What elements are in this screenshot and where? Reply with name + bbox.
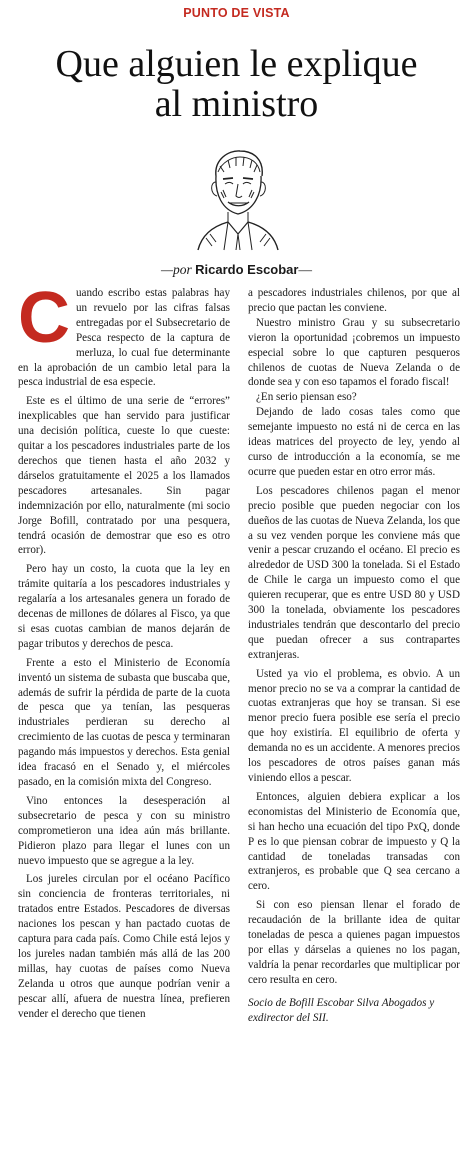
- article-title-line-2: al ministro: [154, 83, 319, 125]
- article-column-left: [18, 278, 230, 1022]
- article-title: [0, 44, 473, 124]
- byline-prefix: —por: [161, 262, 192, 277]
- article-title-line-1: Que alguien le explique: [55, 43, 418, 85]
- article-paragraph: a pescadores industriales chilenos, por que al precio que pactan les conviene.: [248, 287, 460, 314]
- article-column-right: [248, 286, 460, 1026]
- drop-cap: C: [18, 278, 70, 358]
- author-portrait-illustration: [188, 142, 288, 252]
- byline-author: Ricardo Escobar: [195, 262, 299, 277]
- byline-suffix: —: [298, 262, 312, 277]
- article-paragraph: Vino entonces la desesperación al subsecretario de pesca y con su ministro comprometieron una idea aún más brillante. Pidieron plazo para llegar el lunes con un nuevo impuesto que se agregue a la ley.: [18, 794, 230, 867]
- article-paragraph: Los pescadores chilenos pagan el menor precio posible que pueden negociar con los dueños de las cuotas de Nueva Zelanda, los que a su vez venden porque les conviene más que venir a pescar cruzando el océano. El precio es alrededor de USD 300 la tonelada. Si el Estado de Chile le carga un impuesto como el que quieren recuperar, que es entre USD 80 y USD 300 la tonelada, obviamente los pescadores industriales tendrán que descontarlo del precio que puedan ofrecer a sus contrapartes extranjeras.: [248, 484, 460, 661]
- article-paragraph: Frente a esto el Ministerio de Economía inventó un sistema de subasta que buscaba que, además de sufrir la pérdida de parte de la cuota de pesca que ya tenían, las pesqueras industriales perdieran su derecho al crecimiento de las cuotas de pesca y terminaran pagando más impuestos y derechos. Esta genial idea fracasó en el Senado y, el miércoles pasado, en la comisión mixta del Congreso.: [18, 656, 230, 788]
- article-paragraph: Si con eso piensan llenar el forado de recaudación de la brillante idea de quitar toneladas de pesca a quienes pagan impuestos por ellas y dárselas a quienes no los pagan, valdría la penar recordarles que multiplicar por cero resulta en cero.: [248, 899, 460, 986]
- article-paragraph: Entonces, alguien debiera explicar a los economistas del Ministerio de Economía que, si han hecho una ecuación del tipo PxQ, donde P es lo que piensan cobrar de impuesto y Q la cantidad de toneladas transadas con extranjeros, es probable que Q sea cercano a cero.: [248, 790, 460, 893]
- section-label: PUNTO DE VISTA: [183, 6, 290, 20]
- article-paragraph: Los jureles circulan por el océano Pacífico sin conciencia de fronteras territoriales, ni tratados entre Estados. Pescadores de diversas naciones los pescan y han pactado cuotas de captura para cada país. Como Chile está lejos y los jureles nadan también más allá de las 200 millas, hay cuotas de países como Nueva Zelanda u otros que aunque podrían venir a pescar allí, afuera de nuestra línea, prefieren vender el derecho que tienen: [18, 873, 230, 1020]
- article-paragraph: Usted ya vio el problema, es obvio. A un menor precio no se va a comprar la cantidad de cuotas extranjeras que hoy se transan. Si ese menor precio fuera posible ese sería el precio que hoy existiría. El equilibrio de oferta y demanda no es un accidente. A menores precios los pescadores de otros países ganan más viniendo ellos a pescar.: [248, 667, 460, 784]
- article-paragraph: ¿En serio piensan eso?: [256, 391, 357, 404]
- article-paragraph: Cuando escribo estas palabras hay un revuelo por las cifras falsas entregadas por el Subsecretario de Pesca respecto de la captura de merluza, lo cual fue determinante en la aprobación de un cambio letal para la pesca industrial de esa especie.: [18, 278, 230, 389]
- article-paragraph: Nuestro ministro Grau y su subsecretario vieron la oportunidad ¡cobremos un impuesto especial sobre lo que capturen pesqueros chilenos de cuotas de Nueva Zelanda o de donde sea y con eso tapamos el forado fiscal!: [248, 316, 460, 389]
- author-signature: Socio de Bofill Escobar Silva Abogados y exdirector del SII.: [248, 996, 435, 1024]
- article-paragraph: Dejando de lado cosas tales como que semejante impuesto no está ni de cerca en las ideas matrices del proyecto de ley, yendo al curso de introducción a la economía, se me ocurre que pueden estar en otro error más.: [248, 406, 460, 478]
- byline: [0, 262, 473, 278]
- article-paragraph: Pero hay un costo, la cuota que la ley en trámite quitaría a los pescadores industriales y regalaría a los artesanales genera un forado de decenas de millones de dólares al Fisco, ya que si esas cuotas cambian de manos dejarán de pagar tributos y derechos de pesca.: [18, 563, 230, 650]
- article-paragraph: Este es el último de una serie de “errores” inexplicables que han servido para justificar una decisión política, cueste lo que cueste: quitar a los pescadores industriales parte de los derechos que tienen hasta el año 2032 y dárselos gratuitamente el 2025 a los llamados pescadores artesanales. Sin pagar indemnización por ello, naturalmente (mi socio Jorge Bofill, contratado por una pesquera, tendrá ocasión de demostrar que eso es otro error).: [18, 395, 230, 557]
